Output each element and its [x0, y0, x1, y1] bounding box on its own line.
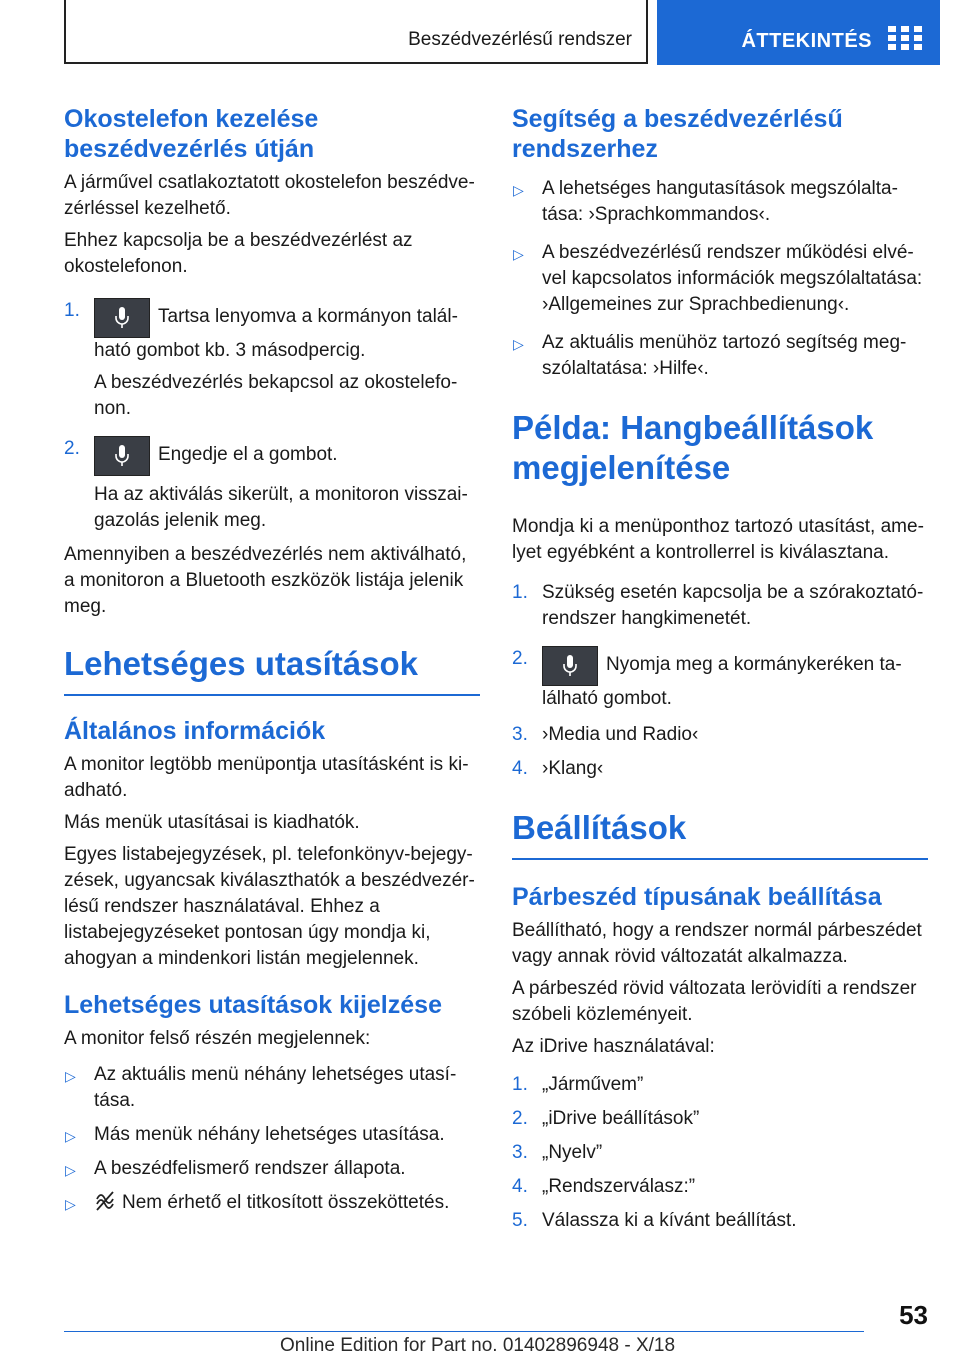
footer-divider: [64, 1331, 864, 1332]
paragraph: Beállítható, hogy a rendszer normál párbeszédet vagy annak rövid változatát alkalmazza.: [512, 920, 922, 967]
paragraph: Más menük utasításai is kiadhatók.: [64, 812, 360, 833]
bullet-triangle-icon: ▷: [65, 1068, 76, 1084]
bullet-triangle-icon: ▷: [65, 1128, 76, 1144]
steps-list: [64, 298, 480, 534]
steps-list: [512, 580, 928, 782]
step-text: Válassza ki a kívánt beállítást.: [542, 1210, 797, 1231]
bullet-triangle-icon: ▷: [513, 336, 524, 352]
left-column: [64, 104, 480, 1224]
bullet-triangle-icon: ▷: [65, 1196, 76, 1212]
bullet-list: [64, 1062, 480, 1216]
list-item: [512, 1072, 928, 1098]
step-number: 1.: [512, 1074, 528, 1095]
bullet-text: A lehetséges hangutasítások megszólaltatása: ›Sprachkommandos‹.: [542, 178, 898, 225]
page-number: 53: [899, 1300, 928, 1330]
paragraph: Egyes listabejegyzések, pl. telefonkönyv-bejegyzések, ugyancsak kiválaszthatók a beszédvezérlésű rendszer használatával. Ehhez a listabejegyzéseket pontosan úgy mondja ki, ahogyan a mindenkori listán megjelennek.: [64, 844, 475, 969]
list-item: [512, 1174, 928, 1200]
list-item: [512, 646, 928, 712]
list-item: [64, 1190, 480, 1216]
section-heading: Párbeszéd típusának beállítása: [512, 883, 882, 911]
list-item: [512, 1208, 928, 1234]
steps-list: [512, 1072, 928, 1234]
section-heading: Segítség a beszédvezérlésű rendszerhez: [512, 105, 843, 163]
step-number: 1.: [64, 300, 80, 321]
list-item: [64, 298, 480, 422]
bullet-text: Az aktuális menü néhány lehetséges utasítása.: [94, 1064, 457, 1111]
bullet-text: A beszédfelismerő rendszer állapota.: [94, 1158, 406, 1179]
bullet-text: A beszédvezérlésű rendszer működési elvével kapcsolatos információk megszólaltatása: ›Allgemeines zur Sprachbedienung‹.: [542, 242, 923, 315]
step-number: 5.: [512, 1210, 528, 1231]
step-text: ›Klang‹: [542, 758, 604, 779]
section-heading: Általános információk: [64, 717, 326, 745]
list-item: [512, 1106, 928, 1132]
voice-button-icon: [94, 298, 150, 338]
voice-button-icon: [542, 646, 598, 686]
chapter-tab[interactable]: [657, 0, 940, 65]
list-item: [512, 176, 928, 228]
step-text: Nyomja meg a kormánykeréken található gombot.: [542, 654, 902, 709]
list-item: [64, 1062, 480, 1114]
paragraph: A monitor legtöbb menüpontja utasításként is kiadható.: [64, 754, 469, 801]
chapter-label: ÁTTEKINTÉS: [741, 30, 872, 52]
paragraph: Amennyiben a beszédvezérlés nem aktiválható, a monitoron a Bluetooth eszközök listája jelenik meg.: [64, 544, 467, 617]
list-item: [512, 1140, 928, 1166]
bullet-text: Nem érhető el titkosított összeköttetés.: [122, 1192, 450, 1213]
paragraph: A monitor felső részén megjelennek:: [64, 1028, 371, 1049]
bullet-text: Az aktuális menühöz tartozó segítség megszólaltatása: ›Hilfe‹.: [542, 332, 907, 379]
paragraph: A párbeszéd rövid változata lerövidíti a rendszer szóbeli közleményeit.: [512, 978, 917, 1025]
step-text: „iDrive beállítások”: [542, 1108, 700, 1129]
list-item: [64, 436, 480, 534]
bullet-triangle-icon: ▷: [513, 182, 524, 198]
section-heading: Lehetséges utasítások kijelzése: [64, 991, 442, 1019]
list-item: [512, 240, 928, 318]
list-item: [512, 580, 928, 632]
chapter-heading: Beállítások: [512, 808, 928, 860]
voice-button-icon: [94, 436, 150, 476]
paragraph: Az iDrive használatával:: [512, 1036, 715, 1057]
list-item: [512, 330, 928, 382]
step-text: Engedje el a gombot.: [158, 444, 338, 465]
section-heading: Okostelefon kezelése beszédvezérlés útján: [64, 105, 319, 163]
step-text: „Nyelv”: [542, 1142, 603, 1163]
step-number: 2.: [64, 438, 80, 459]
step-number: 3.: [512, 1142, 528, 1163]
bullet-triangle-icon: ▷: [513, 246, 524, 262]
right-column: [512, 104, 928, 1242]
section-title: Beszédvezérlésű rendszer: [408, 29, 632, 50]
step-number: 2.: [512, 1108, 528, 1129]
chapter-heading: Lehetséges utasítások: [64, 644, 480, 696]
paragraph: Ehhez kapcsolja be a beszédvezérlést az okostelefonon.: [64, 230, 413, 277]
list-item: [512, 756, 928, 782]
bullet-triangle-icon: ▷: [65, 1162, 76, 1178]
step-text: Szükség esetén kapcsolja be a szórakoztatórendszer hangkimenetét.: [542, 582, 924, 629]
step-text: „Járművem”: [542, 1074, 644, 1095]
paragraph: Mondja ki a menüponthoz tartozó utasítást, amelyet egyébként a kontrollerrel is kiválasztana.: [512, 516, 924, 563]
step-number: 2.: [512, 648, 528, 669]
bullet-text: Más menük néhány lehetséges utasítása.: [94, 1124, 445, 1145]
edition-footer: Online Edition for Part no. 01402896948 - X/18: [280, 1335, 676, 1356]
step-number: 4.: [512, 1176, 528, 1197]
list-item: [64, 1156, 480, 1182]
list-item: [512, 722, 928, 748]
step-text: Tartsa lenyomva a kormányon található gombot kb. 3 másodpercig.: [94, 306, 458, 361]
step-result: Ha az aktiválás sikerült, a monitoron visszaigazolás jelenik meg.: [94, 484, 468, 531]
paragraph: A járművel csatlakoztatott okostelefon beszédvezérléssel kezelhető.: [64, 172, 475, 219]
step-number: 1.: [512, 582, 528, 603]
list-item: [64, 1122, 480, 1148]
step-text: „Rendszerválasz:”: [542, 1176, 696, 1197]
no-encryption-icon: [94, 1190, 116, 1212]
step-number: 3.: [512, 724, 528, 745]
step-result: A beszédvezérlés bekapcsol az okostelefonon.: [94, 372, 458, 419]
chapter-heading: Példa: Hangbeállítások megjelenítése: [512, 409, 874, 486]
step-text: ›Media und Radio‹: [542, 724, 699, 745]
bullet-list: [512, 176, 928, 382]
step-number: 4.: [512, 758, 528, 779]
running-header-section: [64, 0, 648, 64]
grid-icon: [888, 26, 922, 52]
